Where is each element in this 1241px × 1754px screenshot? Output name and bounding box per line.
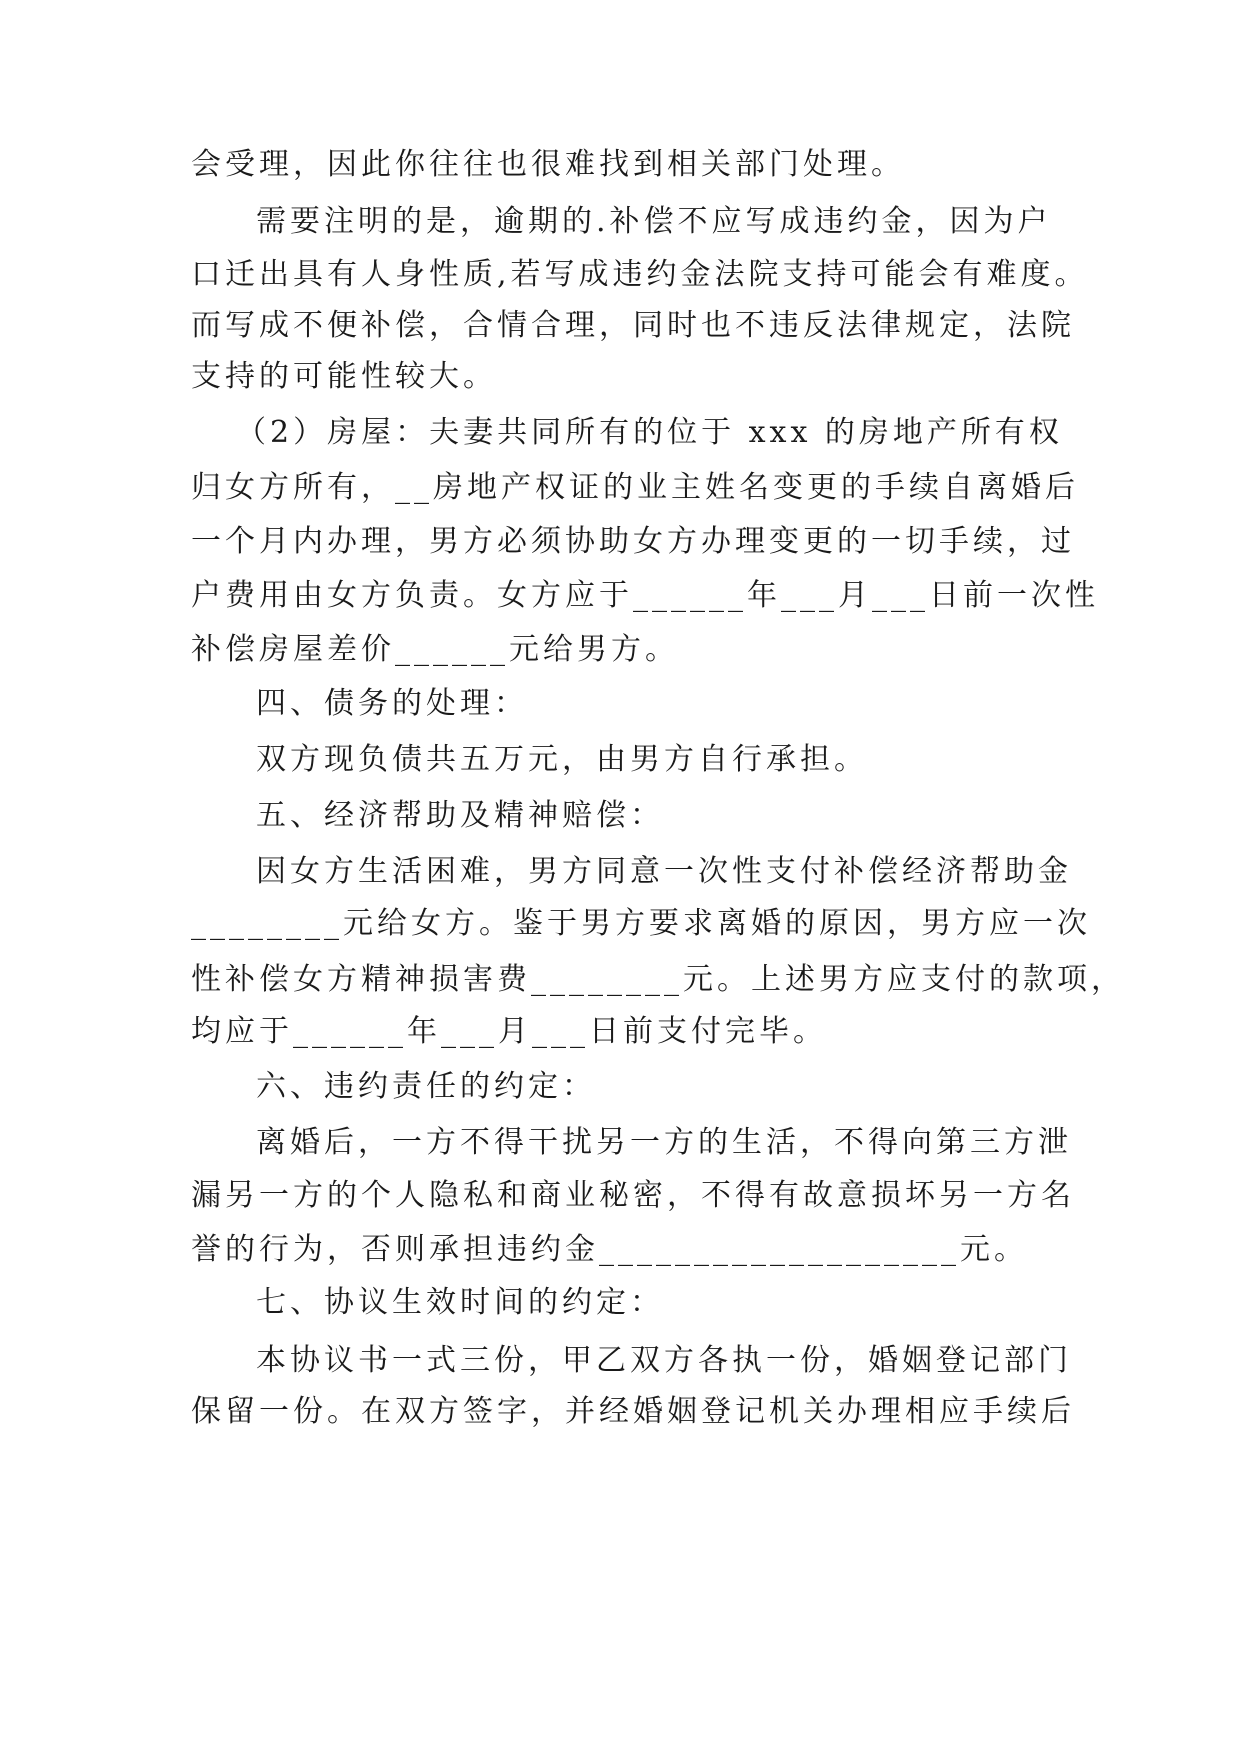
text-line: 因女方生活困难，男方同意一次性支付补偿经济帮助金 <box>256 854 1072 889</box>
text-line: 保留一份。在双方签字，并经婚姻登记机关办理相应手续后 <box>191 1394 1075 1429</box>
section-heading: 六、违约责任的约定： <box>256 1069 596 1104</box>
text-line: 双方现负债共五万元，由男方自行承担。 <box>256 742 868 777</box>
text-line: 性补偿女方精神损害费________元。上述男方应支付的款项， <box>191 962 1125 997</box>
text-line: 漏另一方的个人隐私和商业秘密，不得有故意损坏另一方名 <box>191 1178 1075 1213</box>
section-heading: 五、经济帮助及精神赔偿： <box>256 798 664 833</box>
text-line: 需要注明的是，逾期的.补偿不应写成违约金，因为户 <box>256 204 1052 239</box>
text-line: 补偿房屋差价______元给男方。 <box>191 632 679 667</box>
text-line: 均应于______年___月___日前支付完毕。 <box>191 1014 827 1049</box>
text-line: 而写成不便补偿，合情合理，同时也不违反法律规定，法院 <box>191 308 1075 343</box>
text-line: 誉的行为，否则承担违约金___________________元。 <box>191 1232 1028 1267</box>
section-heading: 七、协议生效时间的约定： <box>256 1285 664 1320</box>
section-heading: 四、债务的处理： <box>256 686 528 721</box>
text-line: ________元给女方。鉴于男方要求离婚的原因，男方应一次 <box>191 906 1091 941</box>
text-line: 支持的可能性较大。 <box>191 359 497 394</box>
text-line: 一个月内办理，男方必须协助女方办理变更的一切手续，过 <box>191 524 1075 559</box>
text-line: 离婚后，一方不得干扰另一方的生活，不得向第三方泄 <box>256 1125 1072 1160</box>
text-line: 本协议书一式三份，甲乙双方各执一份，婚姻登记部门 <box>256 1343 1072 1378</box>
text-line: （2）房屋：夫妻共同所有的位于 xxx 的房地产所有权 <box>236 415 1063 450</box>
text-line: 会受理，因此你往往也很难找到相关部门处理。 <box>191 147 905 182</box>
text-line: 户费用由女方负责。女方应于______年___月___日前一次性 <box>191 578 1099 613</box>
text-line: 口迁出具有人身性质,若写成违约金法院支持可能会有难度。 <box>191 257 1089 292</box>
text-line: 归女方所有，__房地产权证的业主姓名变更的手续自离婚后 <box>191 470 1079 505</box>
